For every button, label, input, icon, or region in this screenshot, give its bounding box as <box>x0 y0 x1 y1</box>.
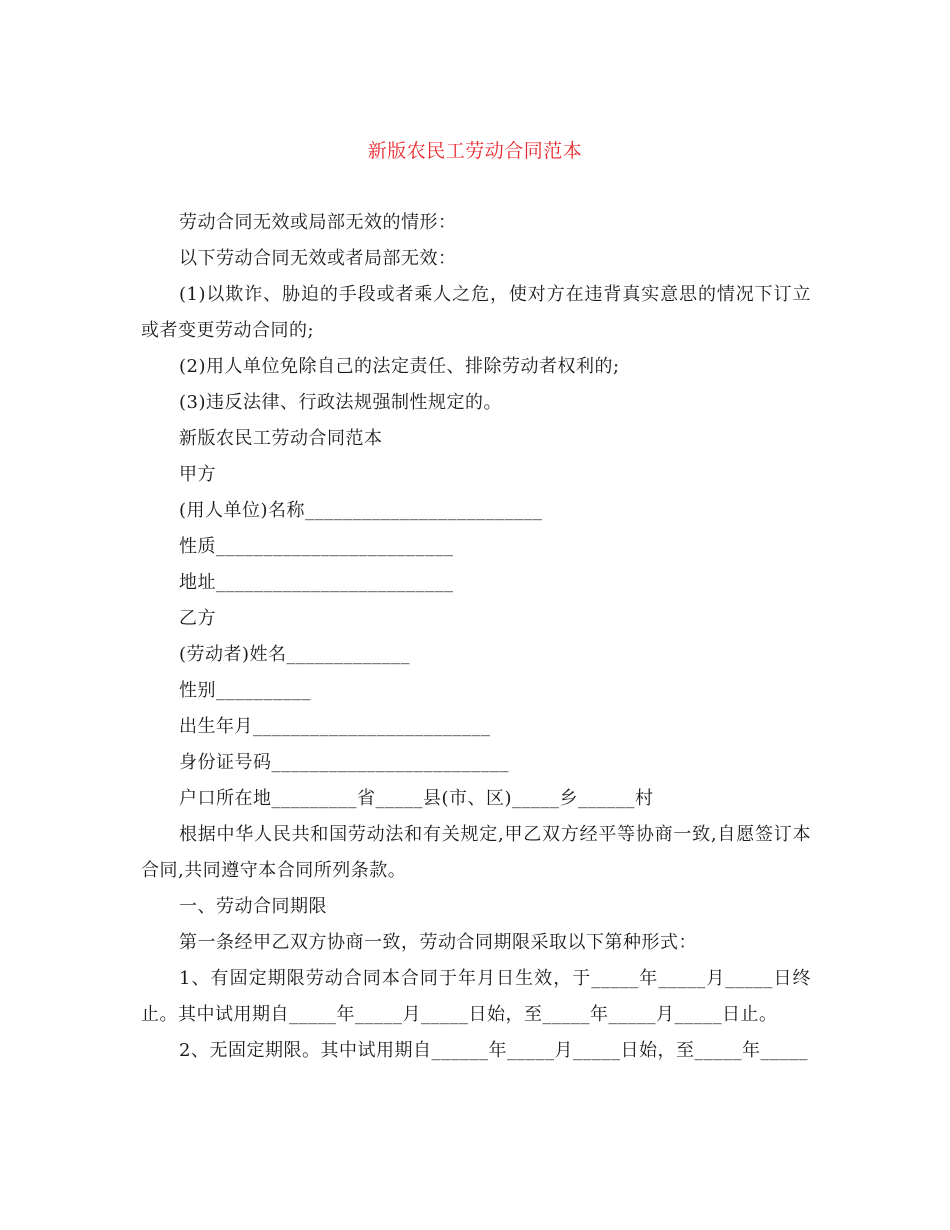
paragraph-agreement: 根据中华人民共和国劳动法和有关规定,甲乙双方经平等协商一致,自愿签订本合同,共同遵守本合同所列条款。 <box>141 824 811 881</box>
paragraph-invalid-item-3: (3)违反法律、行政法规强制性规定的。 <box>179 392 502 413</box>
field-employer-address: 地址_________________________ <box>179 572 454 593</box>
paragraph-article-1: 第一条经甲乙双方协商一致，劳动合同期限采取以下第种形式： <box>179 932 697 953</box>
field-employer-nature: 性质_________________________ <box>179 536 454 557</box>
paragraph-invalid-item-1: (1)以欺诈、胁迫的手段或者乘人之危，使对方在违背真实意思的情况下订立或者变更劳动合同的; <box>141 284 811 341</box>
paragraph-invalid-intro: 以下劳动合同无效或者局部无效： <box>179 248 457 269</box>
document-title: 新版农民工劳动合同范本 <box>367 140 583 162</box>
section-heading-term: 一、劳动合同期限 <box>179 896 327 917</box>
field-worker-name: (劳动者)姓名_____________ <box>179 644 411 665</box>
field-employer-name: (用人单位)名称_________________________ <box>179 500 543 521</box>
document-body <box>141 205 811 1069</box>
field-worker-birth: 出生年月_________________________ <box>179 716 491 737</box>
paragraph-invalid-item-2: (2)用人单位免除自己的法定责任、排除劳动者权利的; <box>179 356 620 377</box>
field-worker-id: 身份证号码_________________________ <box>179 752 509 773</box>
paragraph-contract-title: 新版农民工劳动合同范本 <box>179 428 383 449</box>
paragraph-open-term: 2、无固定期限。其中试用期自______年_____月_____日始，至_____年_____ <box>179 1040 808 1061</box>
paragraph-party-a: 甲方 <box>179 464 216 485</box>
field-worker-residence: 户口所在地_________省_____县(市、区)_____乡______村 <box>179 788 654 809</box>
field-worker-gender: 性别__________ <box>179 680 311 701</box>
paragraph-invalid-heading: 劳动合同无效或局部无效的情形： <box>179 212 457 233</box>
paragraph-fixed-term: 1、有固定期限劳动合同本合同于年月日生效，于_____年_____月_____日终止。其中试用期自_____年_____月_____日始，至_____年_____月_____日止。 <box>141 968 811 1025</box>
paragraph-party-b: 乙方 <box>179 608 216 629</box>
